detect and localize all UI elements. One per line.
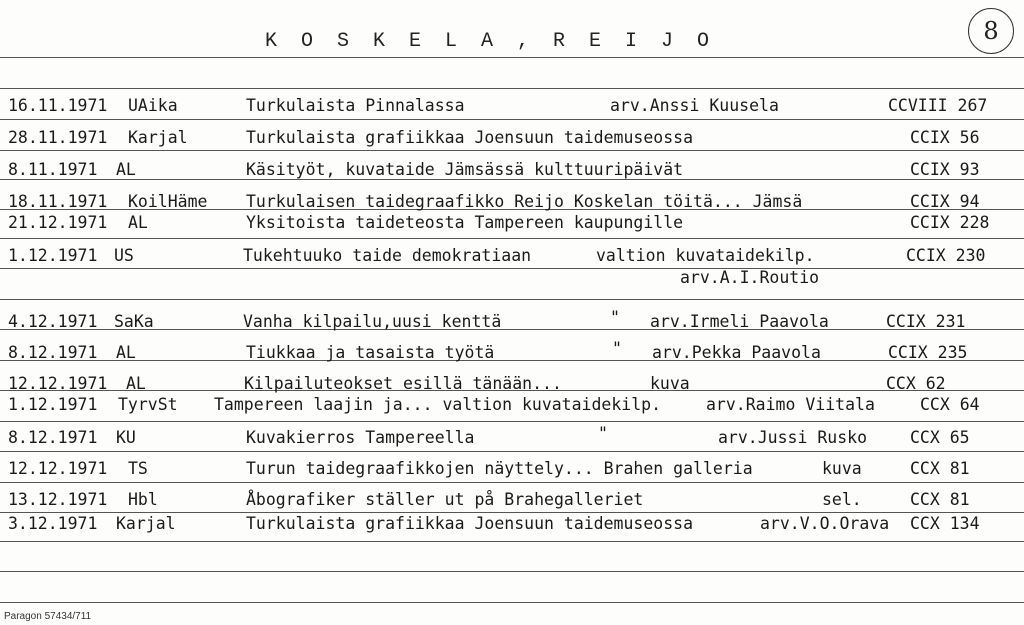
entry-title: Åbografiker ställer ut på Brahegalleriet [246,490,644,509]
entry-note: arv.Jussi Rusko [718,428,868,447]
entry-title: Yksitoista taideteosta Tampereen kaupungille [246,213,684,232]
entry-ref: CCX 64 [920,395,980,414]
entry-ref: CCIX 93 [910,160,980,179]
entry-ref: CCX 62 [886,374,946,393]
entry-ref: CCX 65 [910,428,970,447]
entry-note: valtion kuvataidekilp. [596,246,815,265]
rule-line [0,150,1024,151]
entry-source: KoilHäme [128,192,208,211]
entry-ref: CCIX 235 [888,343,968,362]
card-number-circle [968,8,1014,54]
entry-title: Turkulaista Pinnalassa [246,96,465,115]
entry-ref: CCIX 94 [910,192,980,211]
entry-ref: CCIX 228 [910,213,990,232]
entry-title: Turun taidegraafikkojen näyttely... Brahen galleria [246,459,753,478]
entry-note: arv.Anssi Kuusela [610,96,779,115]
rule-line [0,360,1024,361]
entry-title: Turkulaisen taidegraafikko Reijo Koskelan töitä... Jämsä [246,192,803,211]
entry-source: AL [128,213,148,232]
entry-title: Turkulaista grafiikkaa Joensuun taidemuseossa [246,514,694,533]
entry-date: 4.12.1971 [8,312,98,331]
ditto-mark: " [610,308,620,327]
entry-note: arv.Pekka Paavola [652,343,821,362]
rule-line [0,421,1024,422]
entry-title: Käsityöt, kuvataide Jämsässä kulttuuripäivät [246,160,684,179]
rule-line [0,482,1024,483]
entry-title: Kilpailuteokset esillä tänään... [244,374,562,393]
entry-source: AL [116,160,136,179]
entry-source: Hbl [128,490,158,509]
printer-imprint: Paragon 57434/711 [4,611,92,622]
entry-title: Vanha kilpailu,uusi kenttä [243,312,502,331]
rule-line [0,451,1024,452]
entry-date: 28.11.1971 [8,128,108,147]
entry-note-second-line: arv.A.I.Routio [680,268,820,287]
entry-source: Karjal [128,128,188,147]
rule-line [0,57,1024,58]
rule-line [0,119,1024,120]
rule-line [0,88,1024,89]
entry-title: Tukehtuuko taide demokratiaan [243,246,532,265]
entry-source: Karjal [116,514,176,533]
entry-ref: CCIX 231 [886,312,966,331]
entry-date: 16.11.1971 [8,96,108,115]
ditto-mark: " [612,339,622,358]
rule-line [0,238,1024,239]
entry-ref: CCIX 230 [906,246,986,265]
entry-source: US [114,246,134,265]
entry-ref: CCX 81 [910,459,970,478]
rule-line [0,268,1024,269]
entry-date: 12.12.1971 [8,374,108,393]
entry-note: kuva [650,374,690,393]
entry-note: arv.Raimo Viitala [706,395,875,414]
rule-line [0,299,1024,300]
entry-note: arv.Irmeli Paavola [650,312,829,331]
entry-note: kuva [822,459,862,478]
entry-ref: CCVIII 267 [888,96,988,115]
entry-title: Tiukkaa ja tasaista työtä [246,343,495,362]
entry-date: 3.12.1971 [8,514,98,533]
entry-source: AL [116,343,136,362]
entry-note: arv.V.O.Orava [760,514,890,533]
entry-date: 1.12.1971 [8,395,98,414]
entry-date: 18.11.1971 [8,192,108,211]
entry-ref: CCX 81 [910,490,970,509]
entry-title: Tampereen laajin ja... valtion kuvataidekilp. [214,395,662,414]
rule-line [0,602,1024,603]
rule-line [0,541,1024,542]
entry-date: 8.12.1971 [8,428,98,447]
rule-line [0,571,1024,572]
entry-source: KU [116,428,136,447]
entry-ref: CCIX 56 [910,128,980,147]
entry-date: 13.12.1971 [8,490,108,509]
entry-ref: CCX 134 [910,514,980,533]
entry-title: Turkulaista grafiikkaa Joensuun taidemuseossa [246,128,694,147]
entry-source: SaKa [114,312,154,331]
entry-date: 8.11.1971 [8,160,98,179]
rule-line [0,179,1024,180]
entry-date: 12.12.1971 [8,459,108,478]
entry-date: 8.12.1971 [8,343,98,362]
entry-date: 1.12.1971 [8,246,98,265]
entry-source: TyrvSt [118,395,178,414]
ditto-mark: " [598,424,608,443]
rule-line [0,512,1024,513]
entry-source: UAika [128,96,178,115]
entry-source: TS [128,459,148,478]
entry-date: 21.12.1971 [8,213,108,232]
entry-source: AL [126,374,146,393]
card-number: 8 [983,17,999,45]
entry-title: Kuvakierros Tampereella [246,428,475,447]
entry-note: sel. [822,490,862,509]
card-title: K O S K E L A , R E I J O [265,30,716,53]
